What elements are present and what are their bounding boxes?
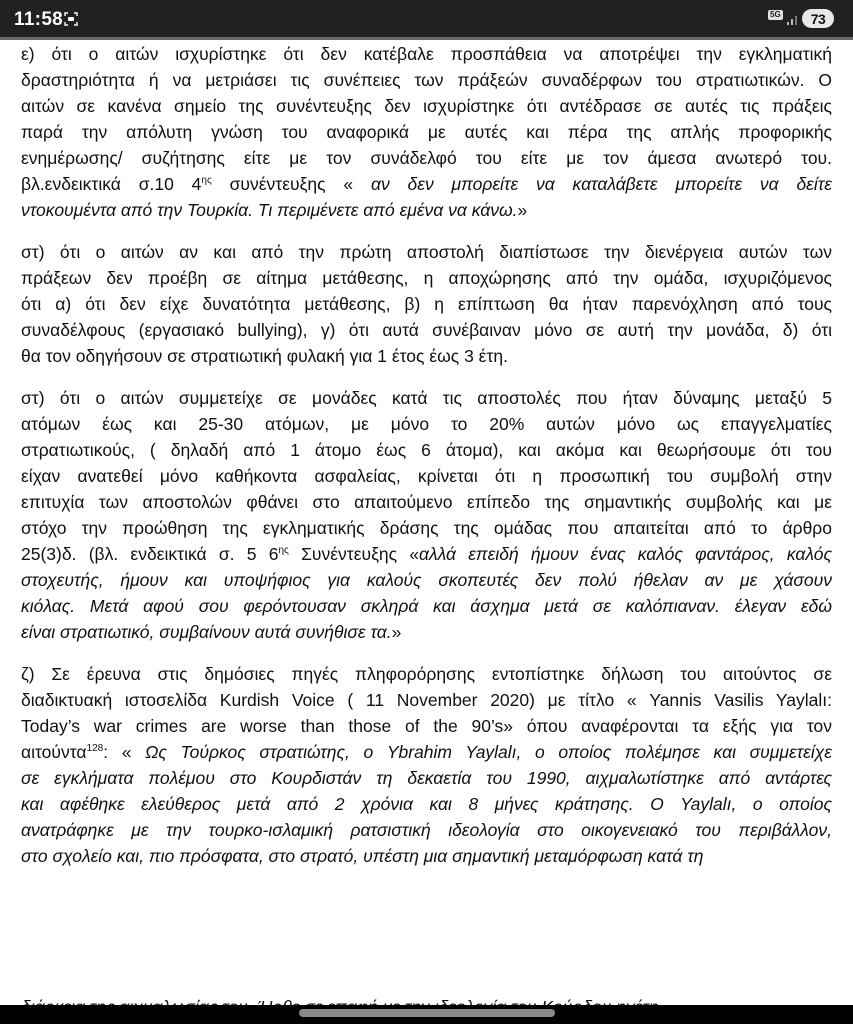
text-segment: αιτούντα bbox=[21, 742, 87, 762]
text-segment: είχαν ανατεθεί μόνο καθήκοντα ασφαλείας, κρίνεται ότι η προσωπική του συμβολή στην bbox=[21, 466, 832, 486]
text-segment: ανατράφηκε με την τουρκο-ισλαμική ρατσιστική ιδεολογία στο οικογενειακό του περιβάλλον, bbox=[21, 820, 832, 840]
signal-icon bbox=[786, 12, 800, 26]
battery-icon bbox=[802, 9, 834, 28]
text-segment: αλλά επειδή ήμουν ένας καλός φαντάρος, καλός bbox=[419, 544, 832, 564]
text-segment: στ) ότι ο αιτών συμμετείχε σε μονάδες κατά τις αποστολές που ήταν δύναμης μεταξύ 5 bbox=[21, 388, 832, 408]
superscript: ης bbox=[278, 545, 289, 557]
text-line bbox=[21, 41, 832, 67]
text-line bbox=[21, 411, 832, 437]
paragraph-e bbox=[21, 41, 832, 223]
text-line bbox=[21, 385, 832, 411]
text-segment: στ) ότι ο αιτών αν και από την πρώτη αποστολή διαπίστωσε την διενέργεια αυτών των bbox=[21, 242, 832, 262]
screenshot-icon bbox=[64, 12, 78, 26]
gesture-handle[interactable] bbox=[299, 1009, 555, 1017]
text-line bbox=[21, 171, 832, 197]
text-line bbox=[21, 593, 832, 619]
text-segment: θα τον οδηγήσουν σε στρατιωτική φυλακή για 1 έτος έως 3 έτη. bbox=[21, 346, 508, 366]
text-segment: πράξεων δεν προέβη σε αίτημα μετάθεσης, η αποχώρησης από την ομάδα, ισχυριζόμενος bbox=[21, 268, 832, 288]
paragraph-z bbox=[21, 661, 832, 869]
text-segment: » bbox=[517, 200, 528, 220]
text-line bbox=[21, 619, 832, 645]
text-segment: Today’s war crimes are worse than those of the 90’s» όπου αναφέρονται τα εξής για τον bbox=[21, 716, 832, 736]
text-segment: παρά την απόλυτη γνώση του αναφορικά με αυτές και πέρα της απλής προφορικής bbox=[21, 122, 832, 142]
text-segment: αν δεν μπορείτε να καταλάβετε μπορείτε να δείτε bbox=[370, 174, 833, 194]
text-line bbox=[21, 567, 832, 593]
text-segment: ατόμων έως και 25-30 ατόμων, με μόνο το 20% αυτών μόνο ως επαγγελματίες bbox=[21, 414, 832, 434]
text-segment: στρατιωτικούς, ( δηλαδή από 1 άτομο έως 6 άτομα), και ακόμα και θεωρήσουμε ότι του bbox=[21, 440, 832, 460]
text-segment: στοχευτής, ήμουν και υποψήφιος για καλούς σκοπευτές δεν πολύ ήθελαν αν με χάσουν bbox=[21, 570, 832, 590]
text-segment: ντοκουμέντα από την Τουρκία. Τι περιμένετε από εμένα να κάνω. bbox=[21, 200, 518, 220]
text-segment: Συνέντευξης « bbox=[288, 544, 420, 564]
text-line bbox=[21, 739, 832, 765]
status-divider bbox=[0, 37, 853, 40]
text-segment: ενημέρωσης/ συζήτησης είτε με τον συνάδελφό του είτε με τον άμεσα ανωτερό του. bbox=[21, 148, 832, 168]
text-segment: Ως Τούρκος στρατιώτης, ο Ybrahim Yaylalı, ο οποίος πολέμησε και συμμετείχε bbox=[145, 742, 832, 762]
text-line bbox=[21, 661, 832, 687]
superscript: 128 bbox=[86, 743, 104, 755]
text-line bbox=[21, 343, 832, 369]
text-segment: και αφέθηκε ελεύθερος μετά από 2 χρόνια και 8 μήνες κράτησης. Ο Yaylalı, ο οποίος bbox=[21, 794, 832, 814]
text-segment: » bbox=[391, 622, 402, 642]
status-bar bbox=[0, 0, 853, 37]
text-line bbox=[21, 713, 832, 739]
text-segment: διαδικτυακή ιστοσελίδα Kurdish Voice ( 11 November 2020) με τίτλο « Yannis Vasilis Yaylalı: bbox=[21, 690, 832, 710]
text-line bbox=[21, 687, 832, 713]
text-line bbox=[21, 239, 832, 265]
text-segment: σε εγκλήματα πολέμου στο Κουρδιστάν τη δεκαετία του 1990, αιχμαλωτίστηκε από αντάρτες bbox=[21, 768, 832, 788]
paragraph-st2 bbox=[21, 385, 832, 645]
5g-icon: 5G bbox=[770, 10, 781, 19]
text-segment: δραστηριότητα ή να μετριάσει τις συνέπειες των πράξεών συναδέρφων του στρατιωτικών. Ο bbox=[21, 70, 832, 90]
clock: 11:58 bbox=[14, 9, 64, 30]
text-segment: 25(3)δ. (βλ. ενδεικτικά σ. 5 6 bbox=[21, 544, 279, 564]
superscript: ης bbox=[201, 175, 212, 187]
text-line bbox=[21, 93, 832, 119]
text-line bbox=[21, 765, 832, 791]
text-line bbox=[21, 119, 832, 145]
text-segment: συνέντευξης « bbox=[211, 174, 371, 194]
text-segment: επιτυχία των αποστολών φθάνει στο απαιτούμενο επίπεδο της σημαντικής συμβολής και με bbox=[21, 492, 832, 512]
text-segment: ε) ότι ο αιτών ισχυρίστηκε ότι δεν κατέβαλε προσπάθεια να αποτρέψει την εγκληματική bbox=[21, 44, 832, 64]
text-line bbox=[21, 817, 832, 843]
text-segment: κιόλας. Μετά αφού σου φερόντουσαν σκληρά και άσχημα μετά σε καλόπιαναν. έλεγαν εδώ bbox=[21, 596, 832, 616]
text-segment: στόχο την προώθηση της εγκληματικής δράσης της ομάδας που απαιτείται από το άρθρο bbox=[21, 518, 832, 538]
text-line bbox=[21, 843, 832, 869]
text-line bbox=[21, 291, 832, 317]
text-segment: ότι α) ότι δεν είχε δυνατότητα μετάθεσης, β) η επίπτωση θα ήταν παρενόχληση από τους bbox=[21, 294, 832, 314]
battery-level: 73 bbox=[810, 10, 826, 27]
text-line bbox=[21, 515, 832, 541]
text-segment: : « bbox=[103, 742, 146, 762]
text-segment: ζ) Σε έρευνα στις δημόσιες πηγές πληφορόρησης εντοπίστηκε δήλωση του αιτούντος σε bbox=[21, 664, 832, 684]
text-segment: βλ.ενδεικτικά σ.10 4 bbox=[21, 174, 202, 194]
text-segment: αιτών σε κανένα σημείο της συνέντευξης δεν ισχυρίστηκε ότι αντέδρασε σε αυτές τις πράξεις bbox=[21, 96, 832, 116]
text-segment: στο σχολείο και, πιο πρόσφατα, στο στρατό, υπέστη μια σημαντική μεταμόρφωση κατά τη bbox=[21, 846, 704, 866]
text-line bbox=[21, 265, 832, 291]
text-line bbox=[21, 437, 832, 463]
text-line bbox=[21, 541, 832, 567]
text-segment: είναι στρατιωτικό, συμβαίνουν αυτά συνήθισε τα. bbox=[21, 622, 392, 642]
text-segment: συναδέλφους (εργασιακό bullying), γ) ότι αυτά συνέβαιναν μόνο σε αυτή την μονάδα, δ) ότι bbox=[21, 320, 832, 340]
text-line bbox=[21, 67, 832, 93]
cut-off-line bbox=[21, 994, 832, 1005]
text-line bbox=[21, 489, 832, 515]
text-line bbox=[21, 197, 832, 223]
text-line bbox=[21, 317, 832, 343]
text-line bbox=[21, 145, 832, 171]
document-body bbox=[21, 41, 832, 885]
text-line bbox=[21, 791, 832, 817]
text-line bbox=[21, 463, 832, 489]
paragraph-st1 bbox=[21, 239, 832, 369]
